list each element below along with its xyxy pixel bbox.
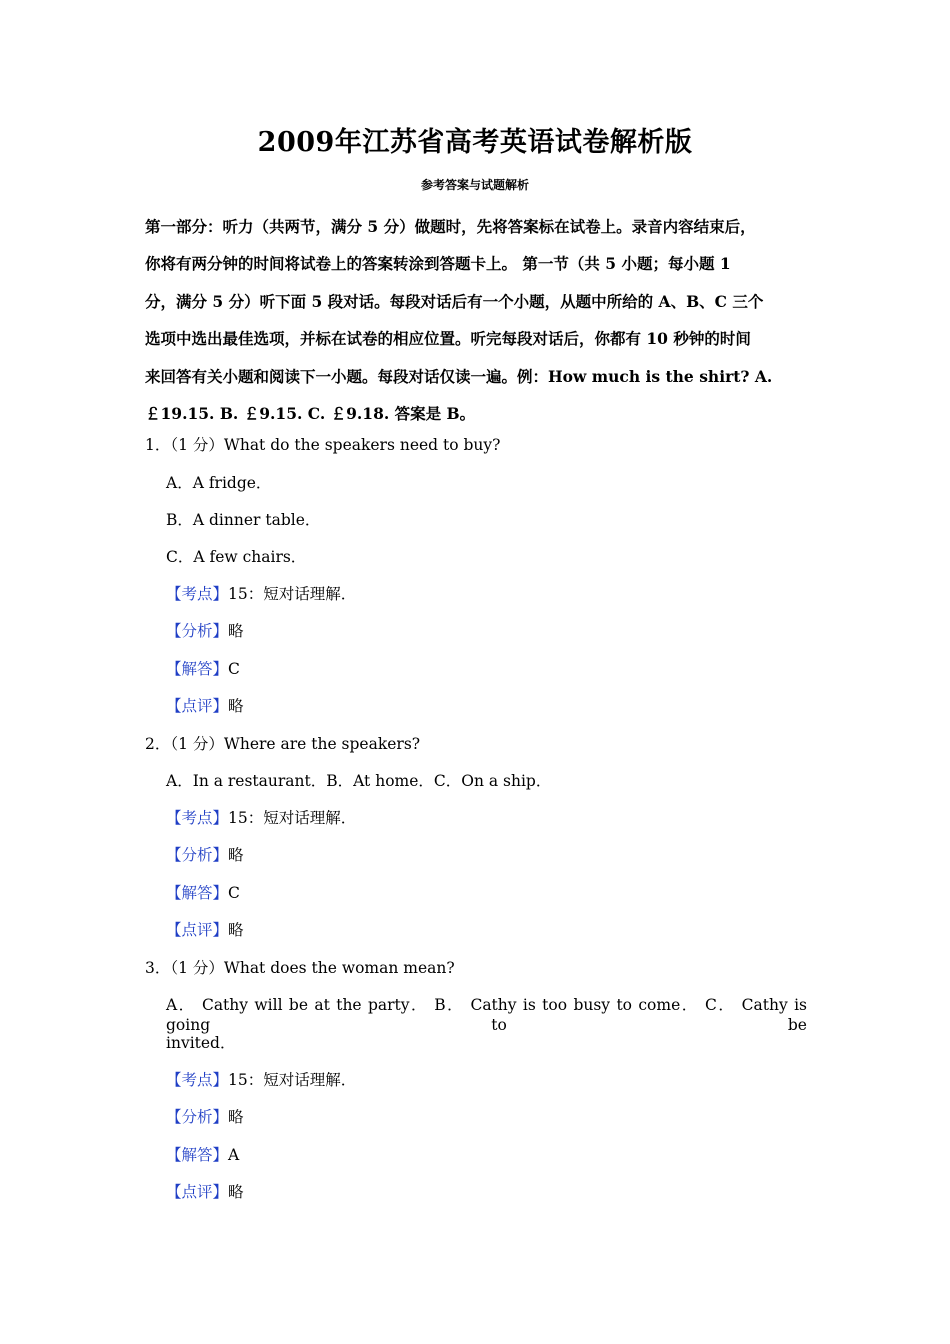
dianping-label: 【点评】 xyxy=(166,921,229,939)
jieda-value: C xyxy=(228,884,240,902)
question-1-kaodian xyxy=(166,584,356,604)
question-3-fenxi xyxy=(166,1107,244,1127)
question-3-jieda xyxy=(166,1145,239,1165)
dianping-value: 略 xyxy=(228,697,244,715)
question-2-stem: 2．（1 分）Where are the speakers? xyxy=(145,735,421,753)
question-3-stem: 3．（1 分）What does the woman mean? xyxy=(145,959,455,977)
fenxi-value: 略 xyxy=(228,622,244,640)
kaodian-label: 【考点】 xyxy=(166,1071,229,1089)
fenxi-value: 略 xyxy=(228,1108,244,1126)
jieda-label: 【解答】 xyxy=(166,884,229,902)
instruction-line: ￡19.15. B. ￡9.15. C. ￡9.18. 答案是 B。 xyxy=(145,404,476,424)
jieda-label: 【解答】 xyxy=(166,660,229,678)
question-1-option-a: A．A fridge． xyxy=(166,474,272,492)
instruction-line: 分，满分 5 分）听下面 5 段对话。每段对话后有一个小题，从题中所给的 A、B、C 三个 xyxy=(145,291,764,311)
kaodian-value: 15：短对话理解． xyxy=(228,809,357,827)
question-1-option-b: B．A dinner table． xyxy=(166,511,321,529)
question-3-options-line: A． Cathy will be at the party． B． Cathy is too busy to come． C． Cathy is going to be xyxy=(166,996,807,1034)
jieda-value: A xyxy=(228,1146,240,1164)
fenxi-label: 【分析】 xyxy=(166,1108,229,1126)
fenxi-value: 略 xyxy=(228,846,244,864)
instruction-line: 你将有两分钟的时间将试卷上的答案转涂到答题卡上。 第一节（共 5 小题；每小题 1 xyxy=(145,254,731,274)
question-3-kaodian xyxy=(166,1070,356,1090)
question-1-jieda xyxy=(166,659,240,679)
question-2-dianping xyxy=(166,920,244,940)
question-2-options: A．In a restaurant．B．At home．C．On a ship． xyxy=(166,772,552,790)
document-subtitle: 参考答案与试题解析 xyxy=(420,178,529,192)
question-2-kaodian xyxy=(166,808,356,828)
question-2-jieda xyxy=(166,883,240,903)
kaodian-value: 15：短对话理解． xyxy=(228,585,357,603)
dianping-label: 【点评】 xyxy=(166,697,229,715)
instruction-line: 选项中选出最佳选项，并标在试卷的相应位置。听完每段对话后，你都有 10 秒钟的时间 xyxy=(145,329,751,349)
document-title: 2009年江苏省高考英语试卷解析版 xyxy=(257,127,693,158)
question-1-dianping xyxy=(166,696,244,716)
kaodian-label: 【考点】 xyxy=(166,585,229,603)
question-1-fenxi xyxy=(166,621,244,641)
dianping-value: 略 xyxy=(228,921,244,939)
question-1-stem: 1．（1 分）What do the speakers need to buy? xyxy=(145,436,501,454)
question-2-fenxi xyxy=(166,845,244,865)
dianping-label: 【点评】 xyxy=(166,1183,229,1201)
instruction-line: 来回答有关小题和阅读下一小题。每段对话仅读一遍。例：How much is the shirt? A. xyxy=(145,366,773,386)
jieda-value: C xyxy=(228,660,240,678)
dianping-value: 略 xyxy=(228,1183,244,1201)
fenxi-label: 【分析】 xyxy=(166,846,229,864)
kaodian-label: 【考点】 xyxy=(166,809,229,827)
instruction-line: 第一部分：听力（共两节，满分 5 分）做题时，先将答案标在试卷上。录音内容结束后， xyxy=(145,217,756,236)
question-1-option-c: C．A few chairs． xyxy=(166,548,307,566)
kaodian-value: 15：短对话理解． xyxy=(228,1071,357,1089)
question-3-options-continued: invited． xyxy=(166,1034,236,1052)
fenxi-label: 【分析】 xyxy=(166,622,229,640)
question-3-dianping xyxy=(166,1182,244,1202)
section-instructions xyxy=(145,208,807,432)
jieda-label: 【解答】 xyxy=(166,1146,229,1164)
